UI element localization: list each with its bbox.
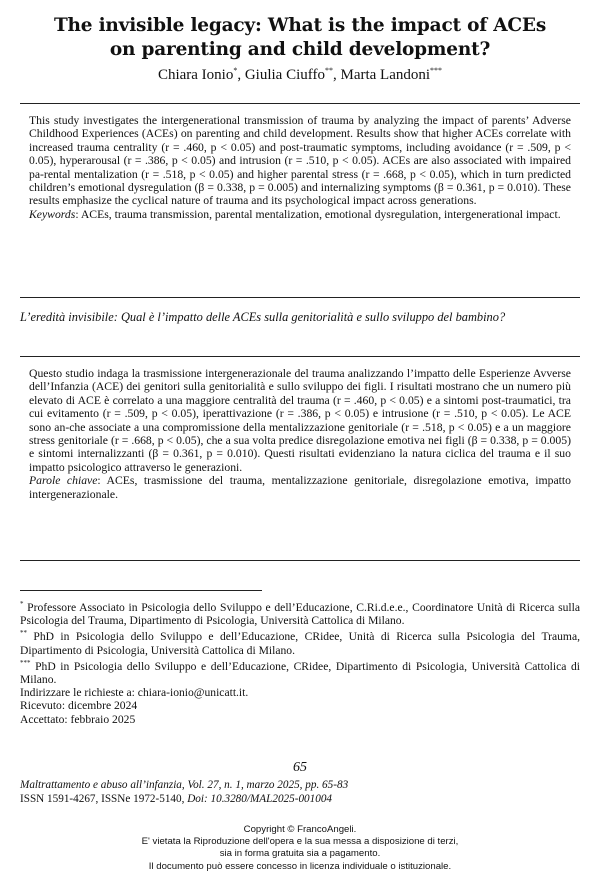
author-2: Giulia Ciuffo [244,67,325,83]
received-date: Ricevuto: dicembre 2024 [20,699,138,713]
title-line-2: on parenting and child development? [109,39,491,60]
author-separator: , [332,67,341,83]
abstract-english [29,114,571,221]
footnote-2 [20,627,580,656]
abstract-it-body: Questo studio indaga la trasmissione intergenerazionale del trauma analizzando l’impatto delle Esperienze Avverse dell’Infanzia (ACE) dei genitori sulla genitorialità e sullo sviluppo dei figli. I risultati mostrano che un numero più elevato di ACE è correlato a una maggiore centralità del trauma (r = .460, p < 0.05) e a sintomi post-traumatici, tra cui evitamento (r = .509, p < 0.05), iperattivazione (r = .386, p < 0.05) e intrusione (r = .510, p < 0.05). Le ACE sono an-che associate a una compromissione della mentalizzazione genitoriale (r = .518, p < 0.05) e a un maggiore stress genitoriale (r = .668, p < 0.05), che a sua volta predice disregolazione emotiva nei figli (β = 0.338, p = 0.005) e sintomi internalizzanti (β = 0.361, p = 0.010). Questi risultati evidenziano la natura ciclica del trauma e il suo impatto psicologico attraverso le generazioni. [29,367,571,474]
footnote-rule [20,590,262,591]
italian-title: L’eredità invisibile: Qual è l’impatto delle ACEs sulla genitorialità e sullo sviluppo del bambino? [20,310,506,324]
author-list [20,62,580,84]
copyright-notice [0,824,600,873]
abstract-en-keywords [29,208,571,221]
abstract-italian [29,367,571,501]
footnote-3-text: PhD in Psicologia dello Sviluppo e dell’Educazione, CRidee, Dipartimento di Psicologia, Università Cattolica di Milano. [20,659,580,687]
journal-doi: Doi: 10.3280/MAL2025-001004 [187,792,333,805]
footnote-1-text: Professore Associato in Psicologia dello Sviluppo e dell’Educazione, C.Ri.d.e.e., Coordinatore Unità di Ricerca sulla Psicologia del Trauma, Dipartimento di Psicologia, Università Cattolica di Milano. [20,601,580,628]
abstract-en-body: This study investigates the intergenerational transmission of trauma by analyzing the impact of parents’ Adverse Childhood Experiences (ACEs) on parenting and child development. Results show that higher ACEs correlate with increased trauma centrality (r = .460, p < 0.05) and post-traumatic symptoms, including avoidance (r = .509, p < 0.05), hyperarousal (r = .386, p < 0.05) and intrusion (r = .510, p < 0.05). ACEs are also associated with impaired pa-rental mentalization (r = .518, p < 0.05) and higher parental stress (r = .668, p < 0.05), which in turn predicted children’s emotional dysregulation (β = 0.338, p = 0.005) and internalizing symptoms (β = 0.361, p = 0.010). These results emphasize the cyclical nature of trauma and its psychological impact across generations. [29,114,571,208]
journal-issn-line [20,793,580,807]
copyright-line-3: sia in forma gratuita sia a pagamento. [219,848,381,860]
journal-issn: ISSN 1591-4267, ISSNe 1972-5140, [20,792,188,805]
copyright-line-4: Il documento può essere concesso in licenza individuale o istituzionale. [148,860,452,872]
article-title [20,14,580,62]
footnote-1-mark: * [20,600,24,608]
parole-chiave-text: : ACEs, trasmissione del trauma, mentalizzazione genitoriale, disregolazione emotiva, impatto intergenerazionale. [29,474,572,501]
keywords-text: : ACEs, trauma transmission, parental mentalization, emotional dysregulation, intergenerational impact. [75,207,561,221]
author-2-mark: ** [324,66,333,75]
page-number: 65 [293,760,307,775]
footnote-1 [20,598,580,627]
abstract-en-top-rule [20,103,580,104]
copyright-line-1: Copyright © FrancoAngeli. [243,824,357,835]
keywords-label: Keywords [29,207,76,221]
author-1-mark: * [233,66,238,75]
footnote-3 [20,657,580,686]
title-line-1: The invisible legacy: What is the impact of ACEs [53,15,547,36]
journal-info [20,779,580,806]
author-3: Marta Landoni [340,67,431,83]
footnote-2-text: PhD in Psicologia dello Sviluppo e dell’Educazione, CRidee, Unità di Ricerca sulla Psicologia del Trauma, Dipartimento di Psicologia, Università Cattolica di Milano. [20,630,580,657]
abstract-it-top-rule [20,356,580,357]
footnote-3-mark: *** [20,658,31,667]
copyright-line-2: E' vietata la Riproduzione dell'opera e la sua messa a disposizione di terzi, [141,836,459,848]
accepted-date: Accettato: febbraio 2025 [20,712,136,726]
parole-chiave-label: Parole chiave [29,474,98,488]
author-3-mark: *** [430,66,443,75]
abstract-en-bottom-rule [20,297,580,298]
contact-line: Indirizzare le richieste a: chiara-ionio@unicatt.it. [20,686,249,700]
footnotes [20,598,580,726]
footnote-2-mark: ** [20,629,27,638]
abstract-it-bottom-rule [20,560,580,561]
author-separator: , [237,67,245,83]
journal-citation: Maltrattamento e abuso all’infanzia, Vol. 27, n. 1, marzo 2025, pp. 65-83 [20,779,349,791]
abstract-it-keywords [29,474,571,501]
author-1: Chiara Ionio [157,67,234,83]
